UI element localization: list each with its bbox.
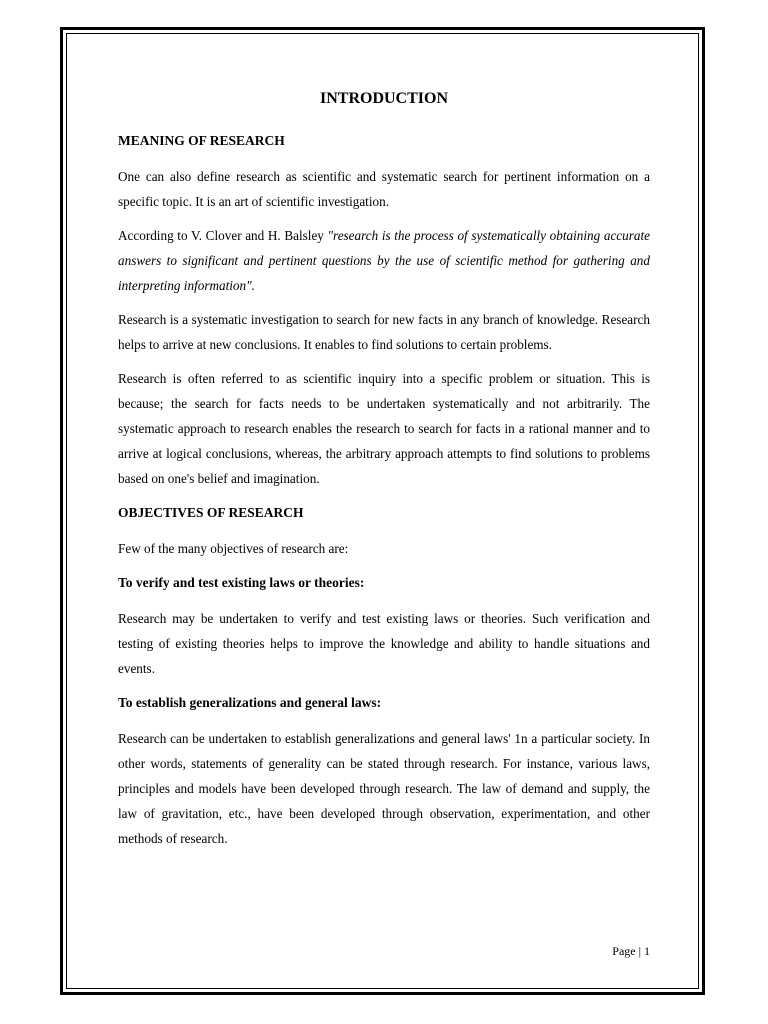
paragraph-meaning-1: One can also define research as scientific and systematic search for pertinent information on a specific topic. It is an art of scientific investigation. [118, 169, 650, 209]
subheading-generalizations: To establish generalizations and general laws: [118, 695, 382, 710]
subheading-verify-laws: To verify and test existing laws or theories: [118, 575, 365, 590]
section-heading-objectives: OBJECTIVES OF RESEARCH [118, 505, 304, 520]
paragraph-meaning-4: Research is often referred to as scientific inquiry into a specific problem or situation. This is because; the search for facts needs to be undertaken systematically and not arbitrarily. The systematic approach to research enables the research to search for facts in a rational manner and to arrive at logical conclusions, whereas, the arbitrary approach attempts to find solutions to problems based on one's belief and imagination. [118, 371, 650, 486]
definition-quote: "research is the process of systematically obtaining accurate answers to significant and pertinent questions by the use of scientific method for gathering and interpreting information". [118, 228, 650, 293]
paragraph-lead-text: According to V. Clover and H. Balsley [118, 228, 328, 243]
paragraph-meaning-2 [118, 223, 650, 298]
paragraph-meaning-3: Research is a systematic investigation to search for new facts in any branch of knowledge. Research helps to arrive at new conclusions. It enables to find solutions to certain problems. [118, 312, 650, 352]
paragraph-objectives-intro: Few of the many objectives of research are: [118, 541, 349, 556]
paragraph-verify-laws: Research may be undertaken to verify and test existing laws or theories. Such verification and testing of existing theories helps to improve the knowledge and ability to handle situations and events. [118, 611, 650, 676]
paragraph-generalizations: Research can be undertaken to establish generalizations and general laws' 1n a particular society. In other words, statements of generality can be stated through research. For instance, various laws, principles and models have been developed through research. The law of demand and supply, the law of gravitation, etc., have been developed through observation, experimentation, and other methods of research. [118, 731, 650, 846]
page-number: Page | 1 [612, 944, 650, 958]
section-heading-meaning: MEANING OF RESEARCH [118, 133, 285, 148]
page-title: INTRODUCTION [319, 90, 448, 107]
page-content [118, 86, 650, 860]
